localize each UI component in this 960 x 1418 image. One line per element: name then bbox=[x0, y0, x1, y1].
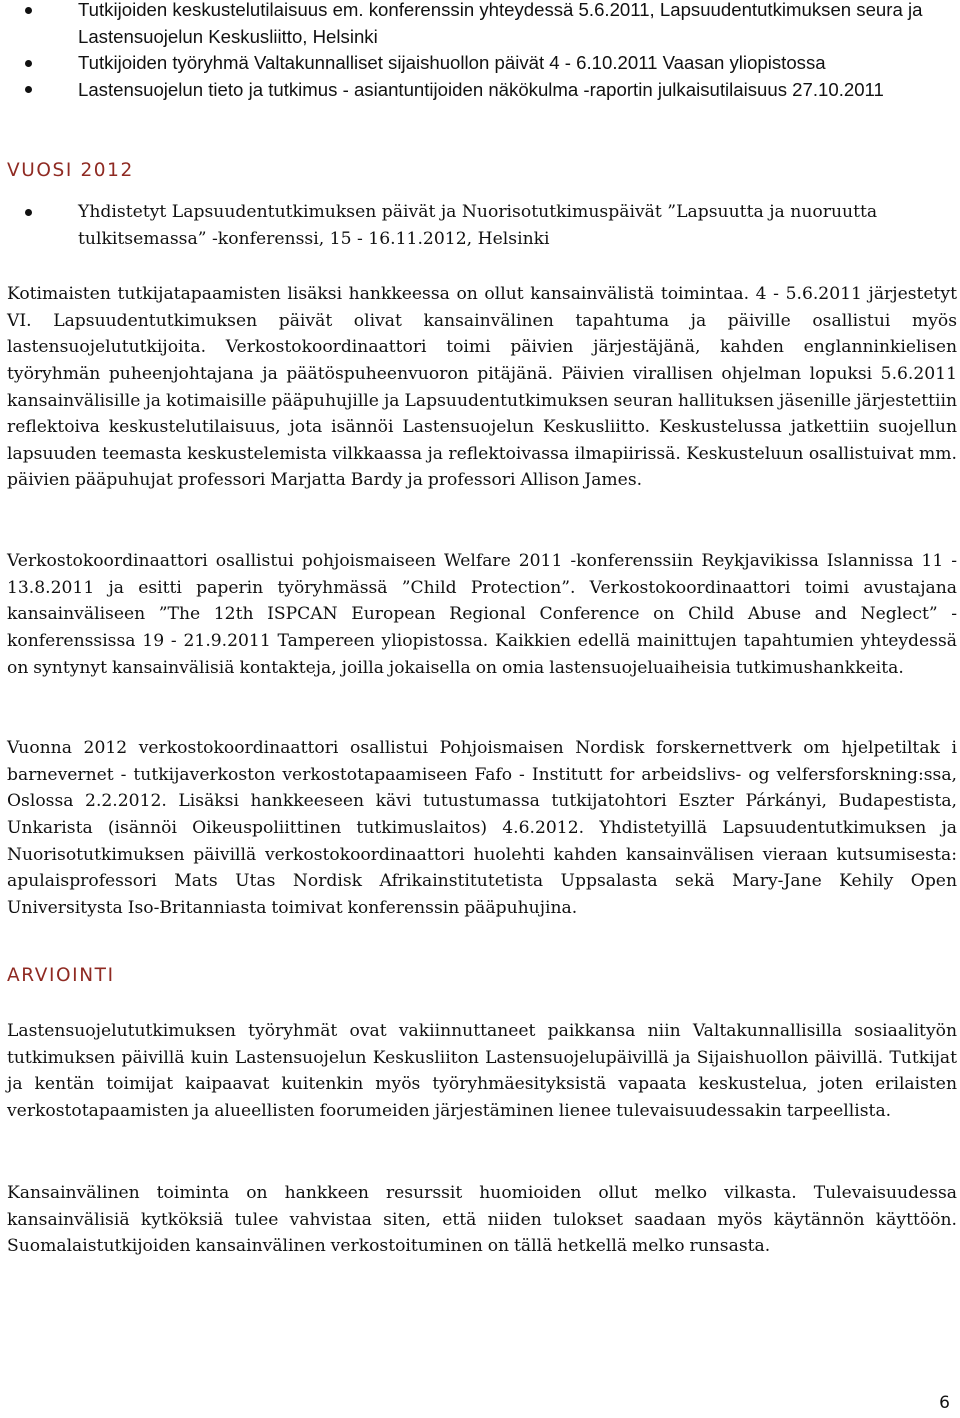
list-item: Yhdistetyt Lapsuudentutkimuksen päivät ja Nuorisotutkimuspäivät ”Lapsuutta ja nuoruutta tulkitsemassa” -konferenssi, 15 - 16.11.2012, Helsinki bbox=[7, 199, 955, 253]
list-item: Lastensuojelun tieto ja tutkimus - asiantuntijoiden näkökulma -raportin julkaisutilaisuus 27.10.2011 bbox=[7, 77, 955, 104]
paragraph: Vuonna 2012 verkostokoordinaattori osallistui Pohjoismaisen Nordisk forskernettverk om hjelpetiltak i barnevernet - tutkijaverkoston verkostotapaamiseen Fafo - Institutt for arbeidslivs- og velfersforskning:ssa, Oslossa 2.2.2012. Lisäksi hankkeeseen kävi tutustumassa tutkijatohtori Eszter Párkányi, Budapestista, Unkarista (isännöi Oikeuspoliittinen tutkimuslaitos) 4.6.2012. Yhdistetyillä Lapsuudentutkimuksen ja Nuorisotutkimuksen päivillä verkostokoordinaattori huolehti kahden kansainvälisen vieraan kutsumisesta: apulaisprofessori Mats Utas Nordisk Afrikainstitutetista Uppsalasta sekä Mary-Jane Kehily Open Universitysta Iso-Britanniasta toimivat konferenssin pääpuhujina. bbox=[7, 738, 957, 918]
list-item: Tutkijoiden työryhmä Valtakunnalliset sijaishuollon päivät 4 - 6.10.2011 Vaasan yliopistossa bbox=[7, 50, 955, 77]
paragraph: Kansainvälinen toiminta on hankkeen resurssit huomioiden ollut melko vilkasta. Tulevaisuudessa kansainvälisiä kytköksiä tulee vahvistaa siten, että niiden tulokset saadaan myös käytännön käyttöön. Suomalaistutkijoiden kansainvälinen verkostoituminen on tällä hetkellä melko runsasta. bbox=[7, 1183, 957, 1257]
year-2012-bullet-list bbox=[7, 199, 955, 253]
paragraph: Kotimaisten tutkijatapaamisten lisäksi hankkeessa on ollut kansainvälistä toimintaa. 4 - 5.6.2011 järjestetyt VI. Lapsuudentutkimuksen päivät olivat kansainvälinen tapahtuma ja päiville osallistui myös lastensuojelututkijoita. Verkostokoordinaattori toimi päivien järjestäjänä, kahden englanninkielisen työryhmän puheenjohtajana ja päätöspuheenvuoron pitäjänä. Päivien virallisen ohjelman lopuksi 5.6.2011 kansainvälisille ja kotimaisille pääpuhujille ja Lapsuudentutkimuksen seuran hallituksen jäsenille järjestettiin reflektoiva keskustelutilaisuus, jota isännöi Lastensuojelun Keskusliitto. Keskustelussa jatkettiin suojellun lapsuuden teemasta keskustelemista vilkkaassa ja reflektoivassa ilmapiirissä. Keskusteluun osallistuivat mm. päivien pääpuhujat professori Marjatta Bardy ja professori Allison James. bbox=[7, 284, 957, 491]
paragraph: Lastensuojelututkimuksen työryhmät ovat vakiinnuttaneet paikkansa niin Valtakunnallisilla sosiaalityön tutkimuksen päivillä kuin Lastensuojelun Keskusliiton Lastensuojelupäivillä ja Sijaishuollon päivillä. Tutkijat ja kentän toimijat kaipaavat kuitenkin myös työryhmäesityksistä vapaata keskustelua, joten erilaisten verkostotapaamisten ja alueellisten foorumeiden järjestäminen lienee tulevaisuudessakin tarpeellista. bbox=[7, 1021, 957, 1121]
list-item: Tutkijoiden keskustelutilaisuus em. konferenssin yhteydessä 5.6.2011, Lapsuudentutkimuksen seura ja Lastensuojelun Keskusliitto, Helsinki bbox=[7, 0, 955, 50]
section-heading-arviointi: ARVIOINTI bbox=[7, 965, 115, 986]
page-number: 6 bbox=[939, 1393, 950, 1413]
event-bullet-list bbox=[7, 0, 955, 103]
section-heading-vuosi-2012: VUOSI 2012 bbox=[7, 160, 134, 181]
paragraph: Verkostokoordinaattori osallistui pohjoismaiseen Welfare 2011 -konferenssiin Reykjavikissa Islannissa 11 - 13.8.2011 ja esitti paperin työryhmässä ”Child Protection”. Verkostokoordinaattori toimi avustajana kansainväliseen ”The 12th ISPCAN European Regional Conference on Child Abuse and Neglect” -konferenssissa 19 - 21.9.2011 Tampereen yliopistossa. Kaikkien edellä mainittujen tapahtumien yhteydessä on syntynyt kansainvälisiä kontakteja, joilla jokaisella on omia lastensuojeluaiheisia tutkimushankkeita. bbox=[7, 551, 957, 678]
